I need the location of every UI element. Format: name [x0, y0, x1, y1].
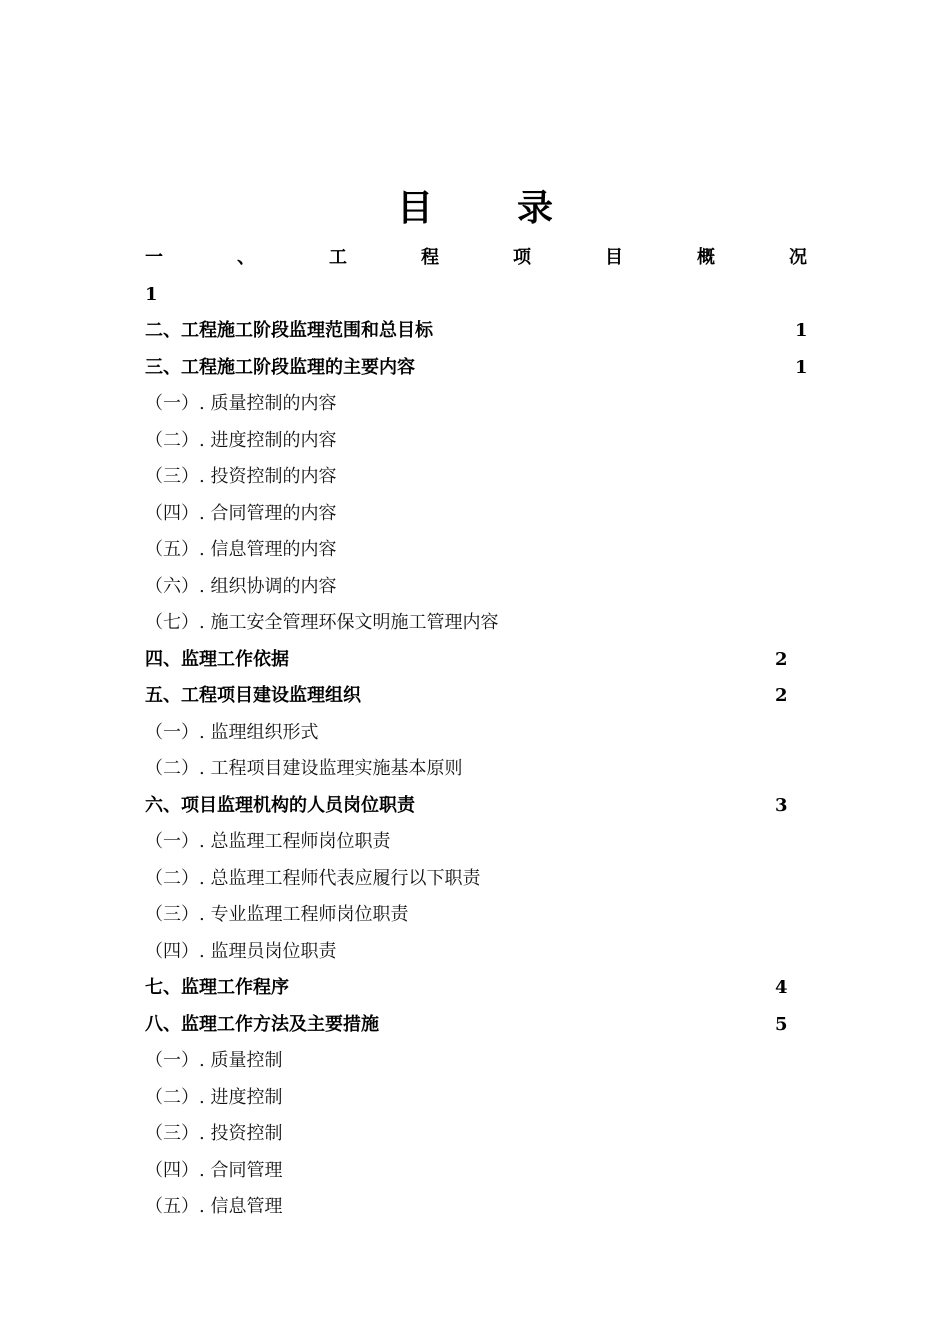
toc-entry[interactable]: [145, 788, 810, 825]
toc-entry-1-spread-title: [145, 240, 807, 277]
toc-entry-1-char: 一: [145, 247, 163, 268]
toc-subentry-text: （四）. 监理员岗位职责: [145, 940, 337, 962]
toc-subentry[interactable]: [145, 1043, 810, 1080]
toc-subentry[interactable]: [145, 423, 810, 460]
toc-subentry[interactable]: [145, 751, 810, 788]
toc-entry-1-page-number: 1: [145, 283, 158, 305]
toc-entry[interactable]: [145, 313, 810, 350]
toc-subentry[interactable]: [145, 532, 810, 569]
toc-entry-1-char: 、: [237, 247, 255, 268]
toc-entry-1[interactable]: [145, 240, 810, 277]
toc-entry[interactable]: [145, 350, 810, 387]
toc-subentry-text: （六）. 组织协调的内容: [145, 575, 337, 597]
toc-entry[interactable]: [145, 642, 810, 679]
page-title: [0, 180, 950, 231]
toc-entry-1-char: 目: [605, 247, 623, 268]
toc-entry-text: 八、监理工作方法及主要措施: [145, 1013, 379, 1035]
toc-subentry-text: （二）. 总监理工程师代表应履行以下职责: [145, 867, 481, 889]
toc-subentry[interactable]: [145, 386, 810, 423]
toc-subentry[interactable]: [145, 715, 810, 752]
toc-subentry-text: （二）. 进度控制的内容: [145, 429, 337, 451]
toc-subentry[interactable]: [145, 496, 810, 533]
toc-page-number: 1: [795, 356, 808, 378]
toc-subentry[interactable]: [145, 824, 810, 861]
toc-entry-text: 七、监理工作程序: [145, 977, 289, 998]
toc-page-number: 2: [775, 685, 788, 706]
toc-entry-1-char: 程: [421, 247, 439, 268]
toc-subentry[interactable]: [145, 1153, 810, 1190]
toc-subentry-text: （一）. 质量控制的内容: [145, 393, 337, 414]
toc-entry-text: 三、工程施工阶段监理的主要内容: [145, 356, 415, 378]
toc-subentry-text: （三）. 投资控制: [145, 1123, 283, 1144]
toc-entry[interactable]: [145, 678, 810, 715]
toc-subentry-text: （五）. 信息管理: [145, 1196, 283, 1217]
table-of-contents: [145, 240, 810, 1226]
toc-page-number: 5: [775, 1013, 788, 1035]
toc-subentry-text: （二）. 工程项目建设监理实施基本原则: [145, 758, 463, 779]
toc-entry-1-char: 况: [789, 247, 807, 268]
toc-page-number: 1: [795, 320, 808, 341]
toc-subentry-text: （四）. 合同管理的内容: [145, 502, 337, 524]
toc-subentry[interactable]: [145, 861, 810, 898]
toc-subentry[interactable]: [145, 605, 810, 642]
toc-subentry[interactable]: [145, 1189, 810, 1226]
toc-page-number: 4: [775, 977, 788, 998]
toc-entry-text: 四、监理工作依据: [145, 648, 289, 670]
toc-subentry-text: （三）. 投资控制的内容: [145, 466, 337, 487]
toc-subentry[interactable]: [145, 897, 810, 934]
toc-entry-1-char: 概: [697, 247, 715, 268]
toc-subentry-text: （一）. 质量控制: [145, 1050, 283, 1071]
toc-subentry[interactable]: [145, 1116, 810, 1153]
toc-subentry-text: （四）. 合同管理: [145, 1159, 283, 1181]
title-char-1: 目: [396, 187, 433, 229]
toc-subentry-text: （五）. 信息管理的内容: [145, 539, 337, 560]
toc-page-number: 2: [775, 648, 788, 670]
toc-subentry-text: （七）. 施工安全管理环保文明施工管理内容: [145, 612, 499, 633]
toc-page-number: 3: [775, 794, 788, 816]
toc-entry-text: 二、工程施工阶段监理范围和总目标: [145, 320, 433, 341]
toc-subentry[interactable]: [145, 459, 810, 496]
toc-entry[interactable]: [145, 970, 810, 1007]
title-char-2: 录: [517, 187, 554, 229]
toc-entry-text: 六、项目监理机构的人员岗位职责: [145, 794, 415, 816]
toc-entry-1-page-line: [145, 277, 810, 314]
toc-subentry-text: （二）. 进度控制: [145, 1086, 283, 1108]
toc-subentry-text: （三）. 专业监理工程师岗位职责: [145, 904, 409, 925]
toc-subentry[interactable]: [145, 1080, 810, 1117]
toc-subentry-text: （一）. 总监理工程师岗位职责: [145, 831, 391, 852]
toc-entry-1-char: 工: [329, 247, 347, 268]
toc-entry-text: 五、工程项目建设监理组织: [145, 685, 361, 706]
toc-entry-1-char: 项: [513, 247, 531, 268]
toc-entry[interactable]: [145, 1007, 810, 1044]
toc-subentry[interactable]: [145, 569, 810, 606]
toc-subentry[interactable]: [145, 934, 810, 971]
toc-subentry-text: （一）. 监理组织形式: [145, 721, 319, 743]
